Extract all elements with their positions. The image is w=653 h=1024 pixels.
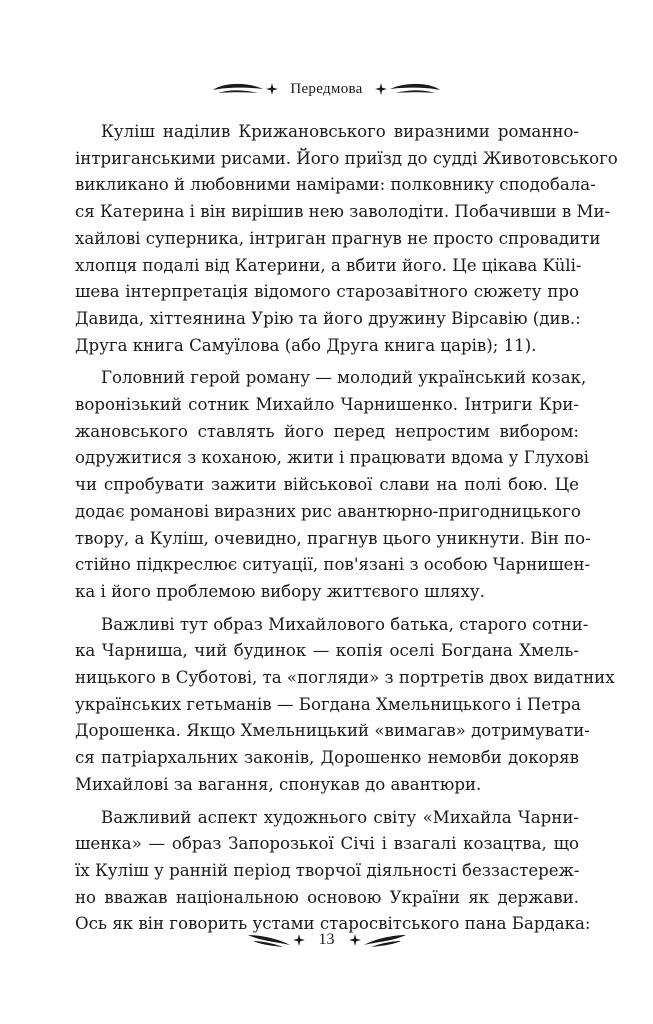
text-line: хайлові суперника, інтриган прагнув не просто спровадити — [75, 228, 601, 248]
text-line: викликано й любовними намірами: полковнику сподобала- — [75, 175, 596, 195]
text-line: шенка» — образ Запорозької Січі і взагалі козацтва, що — [75, 834, 579, 854]
text-line: воронізький сотник Михайло Чарнишенко. Інтриги Кри- — [75, 395, 579, 415]
leaf-ornament-icon — [389, 81, 441, 97]
text-line: Дорошенка. Якщо Хмельницький «вимагав» дотримувати- — [75, 721, 590, 741]
text-line: ся Катерина і він вирішив нею заволодіти. Побачивши в Ми- — [75, 202, 611, 222]
text-line: додає романові виразних рис авантюрно-пригодницького — [75, 501, 581, 521]
text-line: Важливий аспект художнього світу «Михайла Чарни- — [101, 807, 579, 827]
page-footer — [0, 925, 653, 955]
text-line: но вважав національною основою України як держави. — [75, 887, 579, 907]
running-header — [0, 74, 653, 104]
text-line: жановського ставлять його перед непростим вибором: — [75, 421, 579, 441]
four-point-star-icon — [375, 83, 387, 95]
text-line: Головний герой роману — молодий український козак, — [101, 368, 587, 388]
text-line: Важливі тут образ Михайлового батька, старого сотни- — [101, 614, 589, 634]
text-line: інтриганськими рисами. Його приїзд до судді Животовського — [75, 148, 618, 168]
text-line: ницького в Суботові, та «погляди» з портретів двох видатних — [75, 668, 615, 688]
paragraph — [75, 805, 591, 939]
paragraph — [75, 612, 615, 799]
text-line: Давида, хіттеянина Урію та його дружину Вірсавію (див.: — [75, 308, 581, 328]
four-point-star-icon — [293, 934, 305, 946]
paragraph — [75, 119, 618, 359]
text-line: чи спробувати зажити військової слави на полі бою. Це — [75, 475, 579, 495]
text-line: ка Чарниша, чий будинок — копія оселі Богдана Хмель- — [75, 641, 579, 661]
text-line: шева інтерпретація відомого старозавітного сюжету про — [75, 282, 579, 302]
four-point-star-icon — [349, 934, 361, 946]
body-text — [75, 119, 618, 944]
text-line: Друга книга Самуїлова (або Друга книга царів); 11). — [75, 335, 537, 355]
text-line: Ось як він говорить устами старосвітського пана Бардака: — [75, 914, 591, 934]
text-line: хлопця подалі від Катерини, а вбити його. Це цікава Külі- — [75, 255, 582, 275]
four-point-star-icon — [266, 83, 278, 95]
paragraph — [75, 365, 591, 605]
text-line: стійно підкреслює ситуації, пов'язані з особою Чарнишен- — [75, 555, 591, 575]
text-line: твору, а Куліш, очевидно, прагнув цього уникнути. Він по- — [75, 528, 591, 548]
page-number: 13 — [318, 931, 335, 948]
text-line: українських гетьманів — Богдана Хмельницького і Петра — [75, 694, 581, 714]
text-line: їх Куліш у ранній період творчої діяльності беззастереж- — [75, 860, 580, 880]
text-line: Михайлові за вагання, спонукав до авантюри. — [75, 774, 482, 794]
text-line: одружитися з коханою, жити і працювати вдома у Глухові — [75, 448, 589, 468]
leaf-ornament-icon — [363, 932, 407, 948]
text-line: ка і його проблемою вибору життєвого шляху. — [75, 581, 485, 601]
leaf-ornament-icon — [212, 81, 264, 97]
section-title: Передмова — [290, 80, 363, 97]
leaf-ornament-icon — [247, 932, 291, 948]
text-line: Куліш наділив Крижановського виразними романно- — [101, 122, 579, 141]
text-line: ся патріархальних законів, Дорошенко немовби докоряв — [75, 748, 579, 768]
